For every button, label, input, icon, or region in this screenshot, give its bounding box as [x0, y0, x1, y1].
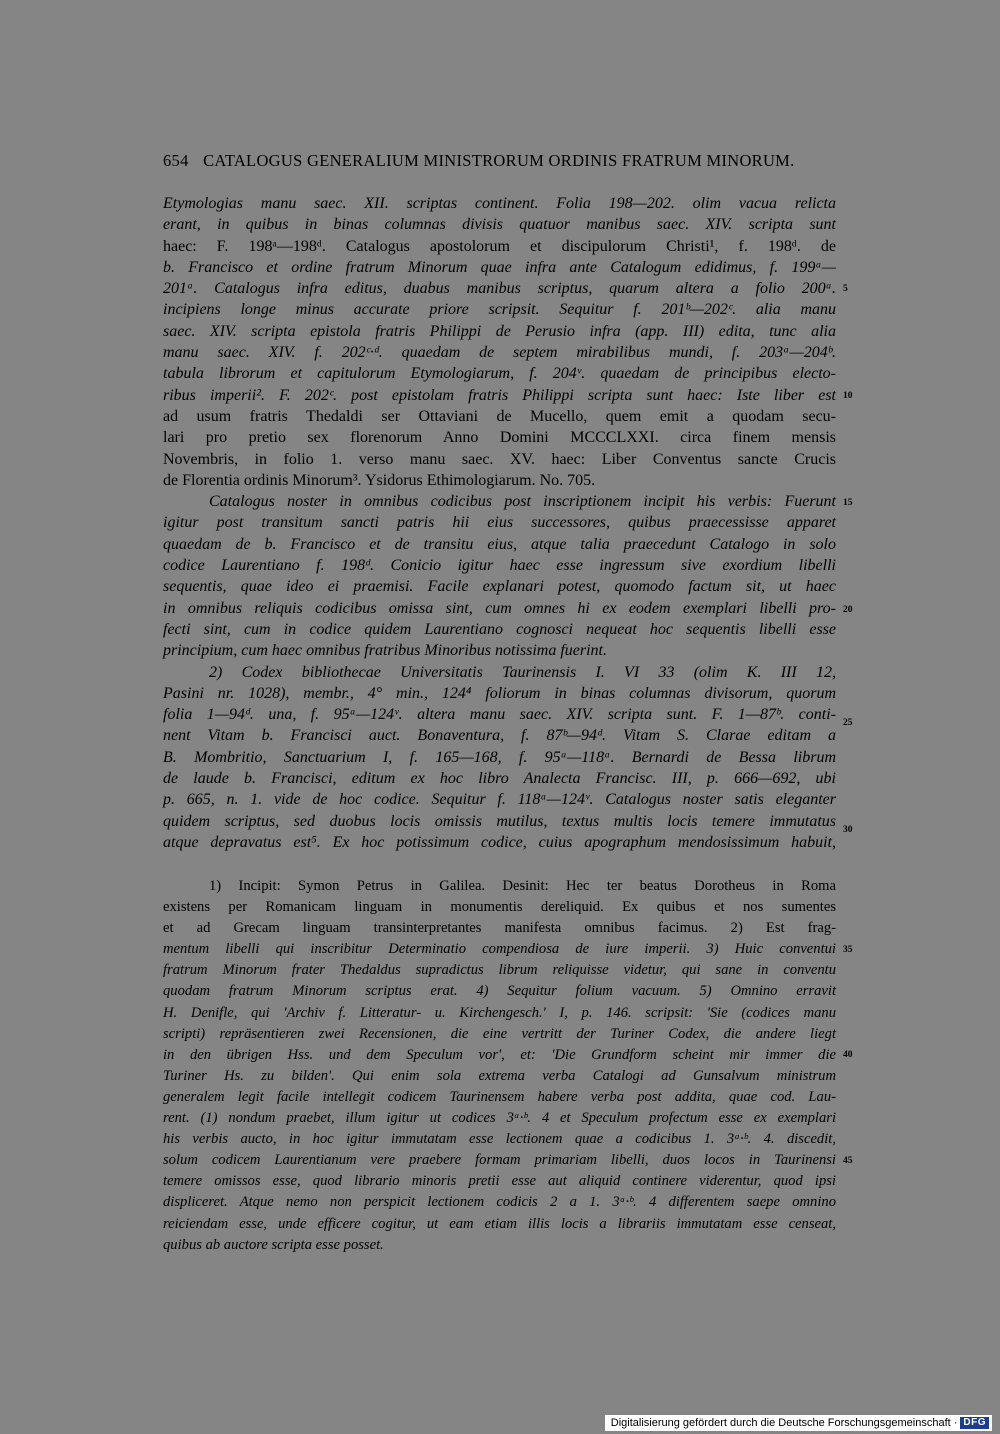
text-line: lari pro pretio sex florenorum Anno Domini MCCCLXXI. circa finem mensis	[163, 429, 836, 447]
footnote-line: H. Denifle, qui 'Archiv f. Litteratur- u. Kirchengesch.' I, p. 146. scripsit: 'Sie (codices manu	[163, 1004, 836, 1021]
text-line: Etymologias manu saec. XII. scriptas continent. Folia 198—202. olim vacua relicta	[163, 195, 836, 212]
footnote-line: temere omissos esse, quod librario minoris pretii esse aut aliquid continere viderentur, quod ipsi	[163, 1173, 836, 1190]
text-line: principium, cum haec omnibus fratribus Minoribus notissima fuerint.	[163, 642, 607, 660]
text-line: 2) Codex bibliothecae Universitatis Taurinensis I. VI 33 (olim K. III 12,	[209, 663, 836, 681]
text-line: incipiens longe minus accurate priore scripsit. Sequitur f. 201ᵇ—202ᶜ. alia manu	[163, 301, 836, 319]
text-line: tabula librorum et capitulorum Etymologiarum, f. 204ᵛ. quaedam de principibus electo-	[163, 365, 836, 383]
text-line: ribus imperii². F. 202ᶜ. post epistolam fratris Philippi scripta sunt haec: Iste liber est	[163, 386, 836, 404]
running-title: CATALOGUS GENERALIUM MINISTRORUM ORDINIS FRATRUM MINORUM.	[203, 151, 795, 170]
footnote-line: mentum libelli qui inscribitur Determinatio compendiosa de iure imperii. 3) Huic conventui	[163, 941, 836, 958]
text-line: folia 1—94ᵈ. una, f. 95ᵃ—124ᵛ. altera manu saec. XIV. scripta sunt. F. 1—87ᵇ. conti-	[163, 706, 836, 724]
footnote-line: et ad Grecam linguam transinterpretantes manifesta omnibus facimus. 2) Est frag-	[163, 920, 836, 937]
line-number: 25	[843, 718, 853, 728]
footnote-line: scripti) repräsentieren zwei Recensionen, die eine vertritt der Turiner Codex, die andere liegt	[163, 1025, 836, 1042]
text-line: Novembris, in folio 1. verso manu saec. XV. haec: Liber Conventus sancte Crucis	[163, 450, 836, 468]
text-line: 201ᵃ. Catalogus infra editus, duabus manibus scriptus, quarum altera a folio 200ᵃ.	[163, 280, 836, 298]
footnote-line: rent. (1) nondum praebet, illum igitur ut codices 3ᵃ·ᵇ. 4 et Speculum profectum esse ex exemplari	[163, 1110, 836, 1127]
line-number: 35	[843, 945, 853, 955]
text-line: saec. XIV. scripta epistola fratris Philippi de Perusio infra (app. III) edita, tunc alia	[163, 322, 836, 340]
line-number: 45	[843, 1156, 853, 1166]
footnote-line: 1) Incipit: Symon Petrus in Galilea. Desinit: Hec ter beatus Dorotheus in Roma	[209, 878, 836, 894]
text-line: Pasini nr. 1028), membr., 4° min., 124⁴ foliorum in binas columnas divisorum, quorum	[163, 684, 836, 702]
footnote-line: fratrum Minorum frater Thedaldus supradictus librum reliquisse videtur, qui sane in conventu	[163, 962, 836, 979]
footnotes	[163, 876, 836, 1256]
text-line: codice Laurentiano f. 198ᵈ. Conicio igitur haec esse ingressum sive exordium libelli	[163, 557, 836, 575]
footnote-line: quibus ab auctore scripta esse posset.	[163, 1236, 384, 1253]
footnote-line: quodam fratrum Minorum scriptus erat. 4) Sequitur folium vacuum. 5) Omnino erravit	[163, 983, 836, 1000]
text-line: atque depravatus est⁵. Ex hoc potissimum codice, cuius apographum mendosissimum habuit,	[163, 833, 836, 851]
text-line: B. Mombritio, Sanctuarium I, f. 165—168, f. 95ᵃ—118ᵃ. Bernardi de Bessa librum	[163, 748, 836, 766]
text-line: haec: F. 198ᵃ—198ᵈ. Catalogus apostolorum et discipulorum Christi¹, f. 198ᵈ. de	[163, 237, 836, 255]
footnote-line: generalem legit facile intellegit codicem Taurinensem habere verba post addita, quae cod. Lau-	[163, 1088, 836, 1105]
main-text	[163, 193, 836, 853]
line-number: 30	[843, 825, 853, 835]
footnote-line: existens per Romanicam linguam in monumentis dereliquid. Ex quibus et nos sumentes	[163, 899, 836, 916]
footnote-line: in den übrigen Hss. und dem Speculum vor', et: 'Die Grundform scheint mir immer die	[163, 1046, 836, 1063]
text-line: fecti sint, cum in codice quidem Laurentiano cognosci nequeat hoc sequentis libelli esse	[163, 620, 836, 638]
line-number: 10	[843, 391, 853, 401]
footnote-line: displiceret. Atque nemo non perspicit lectionem codicis 2 a 1. 3ᵃ·ᵇ. 4 differentem saepe omnino	[163, 1194, 836, 1211]
text-line: quaedam de b. Francisco et de transitu eius, atque talia praecedunt Catalogo in solo	[163, 535, 836, 553]
text-line: erant, in quibus in binas columnas divisis quatuor manibus saec. XIV. scripta sunt	[163, 216, 836, 234]
footnote-line: solum codicem Laurentianum vere praebere formam primariam libelli, duos locos in Taurinensi	[163, 1152, 836, 1169]
text-line: in omnibus reliquis codicibus omissa sint, cum omnes hi ex eodem exemplari libelli pro-	[163, 599, 836, 617]
line-number: 20	[843, 605, 853, 615]
text-line: b. Francisco et ordine fratrum Minorum quae infra ante Catalogum edidimus, f. 199ᵃ—	[163, 258, 836, 276]
text-line: de laude b. Francisci, editum ex hoc libro Analecta Francisc. III, p. 666—692, ubi	[163, 770, 836, 788]
footnote-line: Turiner Hs. zu bilden'. Qui enim sola extrema verba Catalogi ad Gunsalvum ministrum	[163, 1067, 836, 1084]
text-line: sequentis, quae ideo ei praemisi. Facile explanari potest, quomodo factum sit, ut haec	[163, 578, 836, 596]
page-number: 654	[163, 151, 189, 170]
credit-separator: ·	[953, 1417, 958, 1429]
dfg-logo-icon: DFG	[960, 1417, 989, 1429]
credit-text: Digitalisierung gefördert durch die Deutsche Forschungsgemeinschaft	[610, 1417, 951, 1429]
text-line: Catalogus noster in omnibus codicibus post inscriptionem incipit his verbis: Fuerunt	[209, 493, 836, 511]
text-line: de Florentia ordinis Minorum³. Ysidorus Ethimologiarum. No. 705.	[163, 471, 596, 489]
text-line: nent Vitam b. Francisci auct. Bonaventura, f. 87ᵇ—94ᵈ. Vitam S. Clarae editam a	[163, 727, 836, 745]
text-line: igitur post transitum sancti patris hii eius successores, quibus praecessisse apparet	[163, 514, 836, 532]
line-number: 5	[843, 284, 848, 294]
text-line: manu saec. XIV. f. 202ᶜ·ᵈ. quaedam de septem mirabilibus mundi, f. 203ᵃ—204ᵇ.	[163, 344, 836, 362]
line-number: 15	[843, 498, 853, 508]
text-line: ad usum fratris Thedaldi ser Ottaviani de Mucello, quem emit a quodam secu-	[163, 407, 836, 425]
footnote-line: his verbis aucto, in hoc igitur immutatam esse lectionem quae a codicibus 1. 3ᵃ·ᵇ. 4. discedit,	[163, 1131, 836, 1148]
text-line: quidem scriptus, sed duobus locis omissis mutilus, textus multis locis temere immutatus	[163, 812, 836, 830]
text-line: p. 665, n. 1. vide de hoc codice. Sequitur f. 118ᵃ—124ᵛ. Catalogus noster satis eleganter	[163, 791, 836, 809]
funding-credit	[605, 1415, 992, 1431]
running-header	[163, 151, 823, 171]
line-number: 40	[843, 1050, 853, 1060]
footnote-line: reiciendam esse, unde efficere cogitur, ut eam etiam illis locis a librariis immutatam esse censeat,	[163, 1215, 836, 1232]
